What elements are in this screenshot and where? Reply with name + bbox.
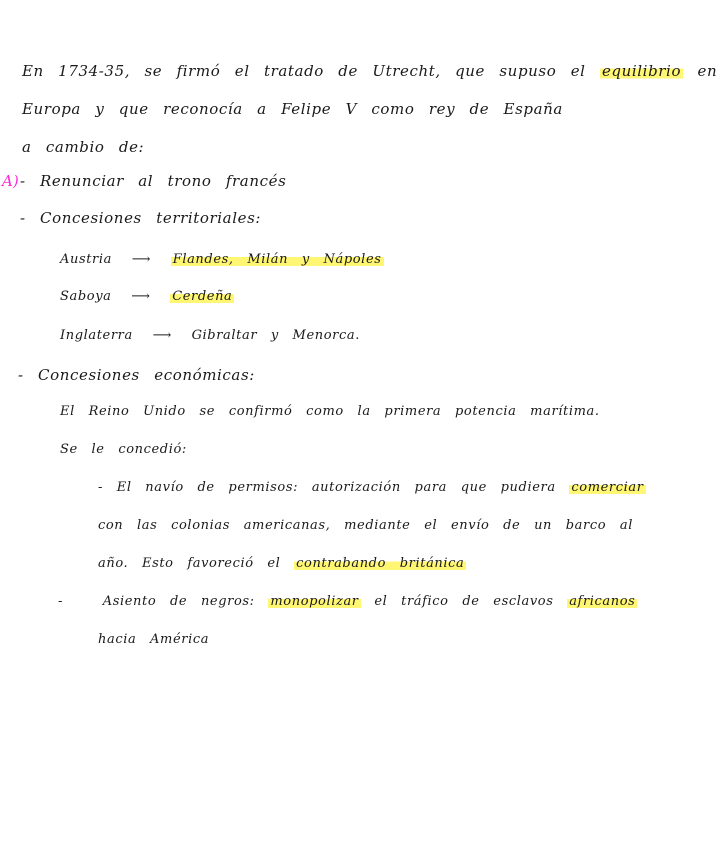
highlight-equilibrio: equilibrio xyxy=(601,62,682,80)
section-marker: A) xyxy=(2,172,19,190)
territory-inglaterra: Inglaterra ⟶ Gibraltar y Menorca. xyxy=(60,328,360,343)
navio-line-1: - El navío de permisos: autorización para que pudiera comerciar xyxy=(98,480,644,495)
intro-line-3: a cambio de: xyxy=(22,138,145,156)
navio-line-2: con las colonias americanas, mediante el envío de un barco al xyxy=(98,518,633,533)
arrow-icon: ⟶ xyxy=(131,289,151,304)
se-le-concedio: Se le concedió: xyxy=(60,442,187,457)
highlight-monopolizar: monopolizar xyxy=(270,594,359,609)
arrow-icon: ⟶ xyxy=(131,252,151,267)
asiento-line-2: hacia América xyxy=(98,632,210,647)
highlight-contrabando: contrabando británica xyxy=(296,556,465,571)
highlight-saboya: Cerdeña xyxy=(172,289,233,304)
intro-line-1: En 1734-35, se firmó el tratado de Utrecht, que supuso el equilibrio en xyxy=(22,62,717,80)
intro-line-2: Europa y que reconocía a Felipe V como rey de España xyxy=(22,100,563,118)
territory-austria: Austria ⟶ Flandes, Milán y Nápoles xyxy=(60,252,382,267)
item-renunciar: - Renunciar al trono francés xyxy=(20,172,287,190)
item-economicas-title: - Concesiones económicas: xyxy=(18,366,255,384)
item-territoriales-title: - Concesiones territoriales: xyxy=(20,209,262,227)
highlight-comerciar: comerciar xyxy=(571,480,644,495)
highlight-africanos: africanos xyxy=(569,594,636,609)
navio-line-3: año. Esto favoreció el contrabando británica xyxy=(98,556,465,571)
arrow-icon: ⟶ xyxy=(152,328,172,343)
reino-unido-line: El Reino Unido se confirmó como la primera potencia marítima. xyxy=(60,404,600,419)
highlight-austria: Flandes, Milán y Nápoles xyxy=(172,252,382,267)
asiento-line-1: - Asiento de negros: monopolizar el tráfico de esclavos africanos xyxy=(58,594,636,609)
territory-saboya: Saboya ⟶ Cerdeña xyxy=(60,289,233,304)
